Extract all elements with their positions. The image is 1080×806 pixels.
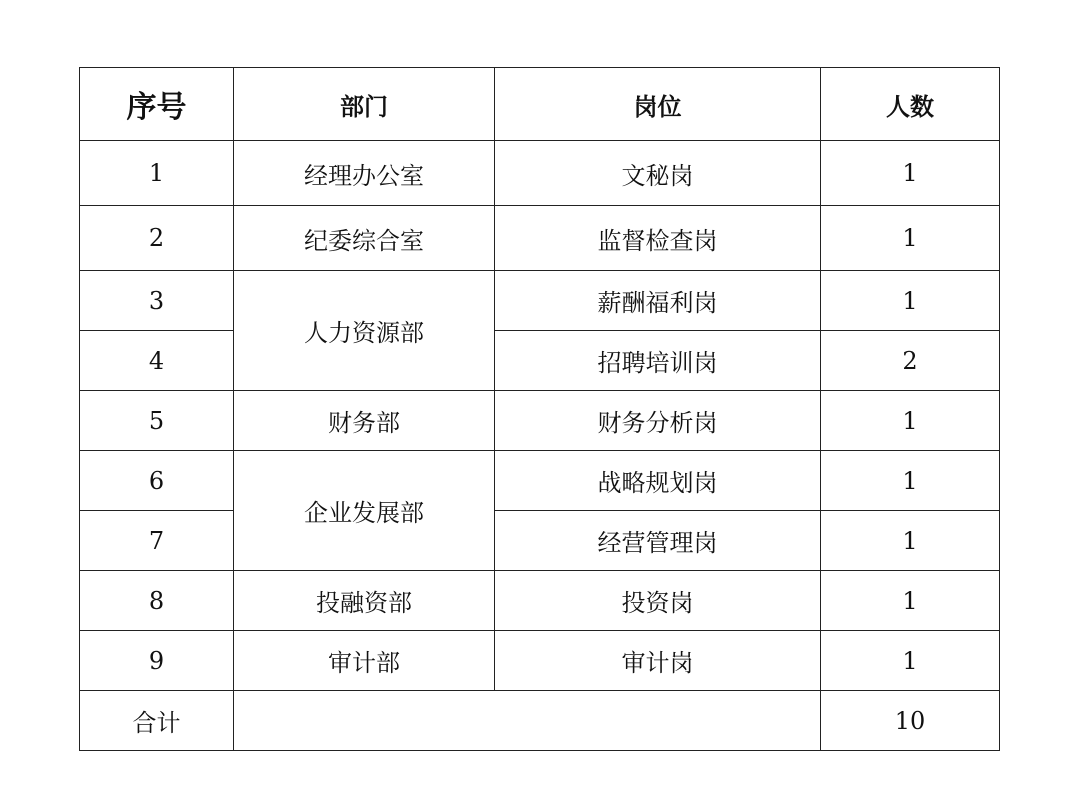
header-position: 岗位 — [495, 68, 821, 141]
cell-seq: 9 — [80, 631, 234, 691]
cell-position: 文秘岗 — [495, 141, 821, 206]
total-value: 10 — [821, 691, 1000, 751]
table-row — [80, 631, 1000, 691]
cell-count: 1 — [821, 631, 1000, 691]
staffing-table — [79, 67, 1000, 751]
header-seq: 序号 — [80, 68, 234, 141]
cell-count: 2 — [821, 331, 1000, 391]
header-department: 部门 — [234, 68, 495, 141]
table-row — [80, 451, 1000, 511]
cell-department: 纪委综合室 — [234, 206, 495, 271]
table-row — [80, 511, 1000, 571]
cell-department: 财务部 — [234, 391, 495, 451]
cell-count: 1 — [821, 391, 1000, 451]
cell-count: 1 — [821, 571, 1000, 631]
cell-seq: 7 — [80, 511, 234, 571]
cell-seq: 6 — [80, 451, 234, 511]
cell-position: 经营管理岗 — [495, 511, 821, 571]
cell-department: 人力资源部 — [234, 271, 495, 391]
cell-position: 招聘培训岗 — [495, 331, 821, 391]
cell-department: 企业发展部 — [234, 451, 495, 571]
cell-position: 财务分析岗 — [495, 391, 821, 451]
cell-count: 1 — [821, 451, 1000, 511]
table-row — [80, 141, 1000, 206]
header-count: 人数 — [821, 68, 1000, 141]
cell-position: 薪酬福利岗 — [495, 271, 821, 331]
total-row — [80, 691, 1000, 751]
cell-count: 1 — [821, 206, 1000, 271]
cell-position: 审计岗 — [495, 631, 821, 691]
cell-position: 投资岗 — [495, 571, 821, 631]
table-header-row — [80, 68, 1000, 141]
cell-position: 战略规划岗 — [495, 451, 821, 511]
cell-count: 1 — [821, 271, 1000, 331]
table-row — [80, 391, 1000, 451]
cell-position: 监督检查岗 — [495, 206, 821, 271]
cell-count: 1 — [821, 141, 1000, 206]
table-row — [80, 206, 1000, 271]
total-empty-cell — [234, 691, 821, 751]
cell-department: 审计部 — [234, 631, 495, 691]
table-row — [80, 571, 1000, 631]
cell-count: 1 — [821, 511, 1000, 571]
cell-seq: 5 — [80, 391, 234, 451]
cell-department: 经理办公室 — [234, 141, 495, 206]
cell-seq: 8 — [80, 571, 234, 631]
cell-seq: 4 — [80, 331, 234, 391]
cell-seq: 2 — [80, 206, 234, 271]
cell-seq: 3 — [80, 271, 234, 331]
table-row — [80, 331, 1000, 391]
table-row — [80, 271, 1000, 331]
cell-department: 投融资部 — [234, 571, 495, 631]
cell-seq: 1 — [80, 141, 234, 206]
total-label: 合计 — [80, 691, 234, 751]
